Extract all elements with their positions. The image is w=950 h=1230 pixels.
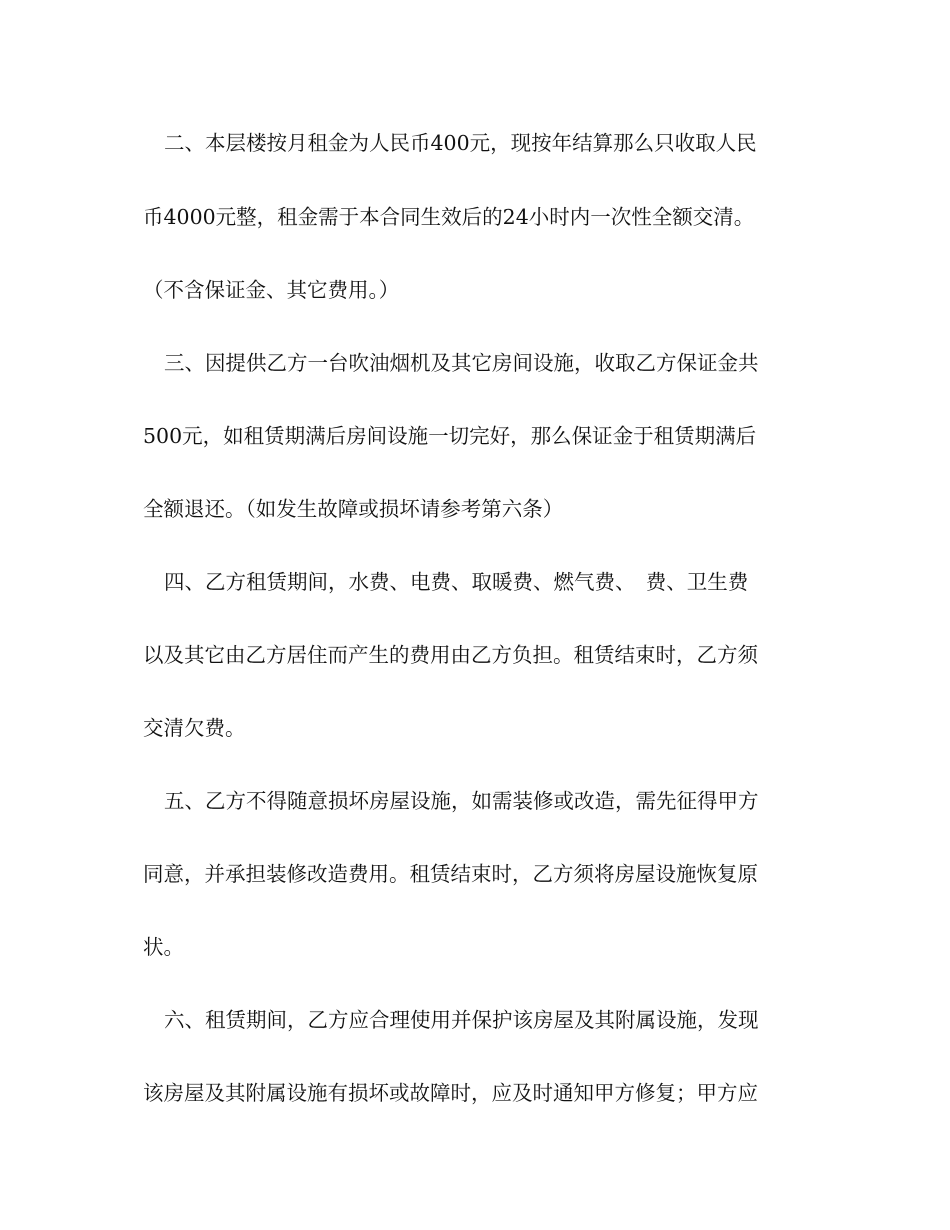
clause-2-line-2: 币4000元整，租金需于本合同生效后的24小时内一次性全额交清。 <box>143 205 755 229</box>
clause-3-line-3: 全额退还。（如发生故障或损坏请参考第六条） <box>143 497 564 521</box>
clause-2-line-3: （不含保证金、其它费用。） <box>143 278 400 302</box>
clause-3-line-1: 三、因提供乙方一台吹油烟机及其它房间设施，收取乙方保证金共 <box>164 351 759 375</box>
clause-5-line-2: 同意，并承担装修改造费用。租赁结束时，乙方须将房屋设施恢复原 <box>143 862 758 886</box>
clause-2-line-1: 二、本层楼按月租金为人民币400元，现按年结算那么只收取人民 <box>164 131 757 155</box>
clause-6-line-2: 该房屋及其附属设施有损坏或故障时，应及时通知甲方修复；甲方应 <box>143 1081 758 1105</box>
clause-6-line-1: 六、租赁期间，乙方应合理使用并保护该房屋及其附属设施，发现 <box>164 1008 759 1032</box>
clause-5-line-3: 状。 <box>143 935 184 959</box>
clause-4-line-2: 以及其它由乙方居住而产生的费用由乙方负担。租赁结束时，乙方须 <box>143 643 758 667</box>
clause-4-line-1: 四、乙方租赁期间，水费、电费、取暖费、燃气费、 费、卫生费 <box>164 570 749 594</box>
clause-3-line-2: 500元，如租赁期满后房间设施一切完好，那么保证金于租赁期满后 <box>143 424 757 448</box>
clause-5-line-1: 五、乙方不得随意损坏房屋设施，如需装修或改造，需先征得甲方 <box>164 789 759 813</box>
clause-4-line-3: 交清欠费。 <box>143 716 246 740</box>
